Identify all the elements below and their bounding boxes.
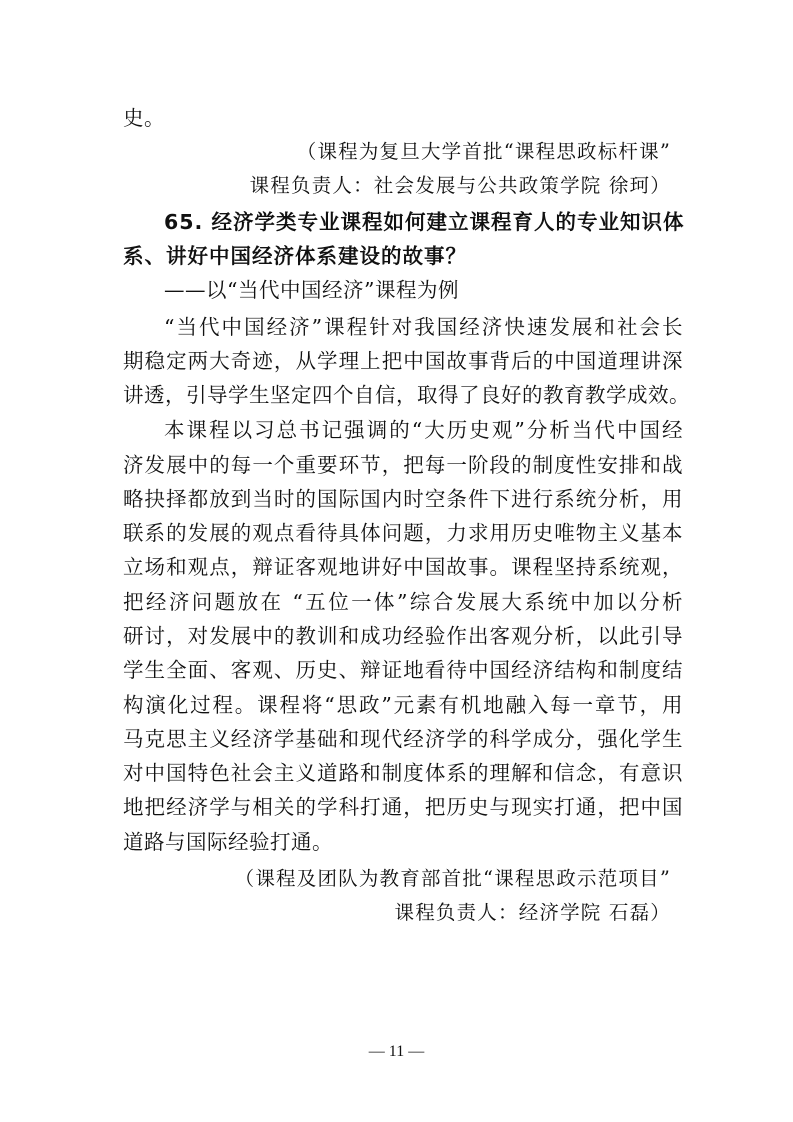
course-note: （课程为复旦大学首批“课程思政标杆课” [296,140,671,163]
paragraph-2-line: 学生全面、客观、历史、辩证地看待中国经济结构和制度结 [123,658,683,682]
paragraph-2-line: 本课程以习总书记强调的“大历史观”分析当代中国经 [164,418,683,442]
paragraph-2-line: 联系的发展的观点看待具体问题，力求用历史唯物主义基本 [123,521,683,545]
section-title-line-2: 系、讲好中国经济体系建设的故事？ [123,244,467,268]
paragraph-2-line: 研讨，对发展中的教训和成功经验作出客观分析，以此引导 [123,624,683,648]
paragraph-2-line: 略抉择都放到当时的国际国内时空条件下进行系统分析，用 [123,487,683,511]
paragraph-2-line: 马克思主义经济学基础和现代经济学的科学成分，强化学生 [123,727,683,751]
project-leader: 课程负责人：经济学院 石磊） [394,901,671,924]
paragraph-2-line: 立场和观点，辩证客观地讲好中国故事。课程坚持系统观， [123,555,683,579]
section-title-line-1: 65. 经济学类专业课程如何建立课程育人的专业知识体 [164,210,685,234]
paragraph-2-line: 道路与国际经验打通。 [123,830,333,854]
page-number: — 11 — [368,1043,425,1060]
paragraph-2-line: 构演化过程。课程将“思政”元素有机地融入每一章节，用 [123,693,683,717]
paragraph-2-line: 对中国特色社会主义道路和制度体系的理解和信念，有意识 [123,761,683,785]
paragraph-1-line: “当代中国经济”课程针对我国经济快速发展和社会长 [164,315,683,339]
paragraph-1-line: 讲透，引导学生坚定四个自信，取得了良好的教育教学成效。 [123,383,690,407]
paragraph-2-line: 济发展中的每一个重要环节，把每一阶段的制度性安排和战 [123,453,683,477]
paragraph-2-line: 地把经济学与相关的学科打通，把历史与现实打通，把中国 [123,795,683,819]
course-leader: 课程负责人：社会发展与公共政策学院 徐珂） [249,174,671,197]
paragraph-1-line: 期稳定两大奇迹，从学理上把中国故事背后的中国道理讲深 [123,349,683,373]
section-subtitle: ——以“当代中国经济”课程为例 [164,278,459,302]
project-note: （课程及团队为教育部首批“课程思政示范项目” [234,867,671,890]
paragraph-2-line: 把经济问题放在 “五位一体”综合发展大系统中加以分析 [123,590,683,614]
continuation-text: 史。 [123,106,165,130]
